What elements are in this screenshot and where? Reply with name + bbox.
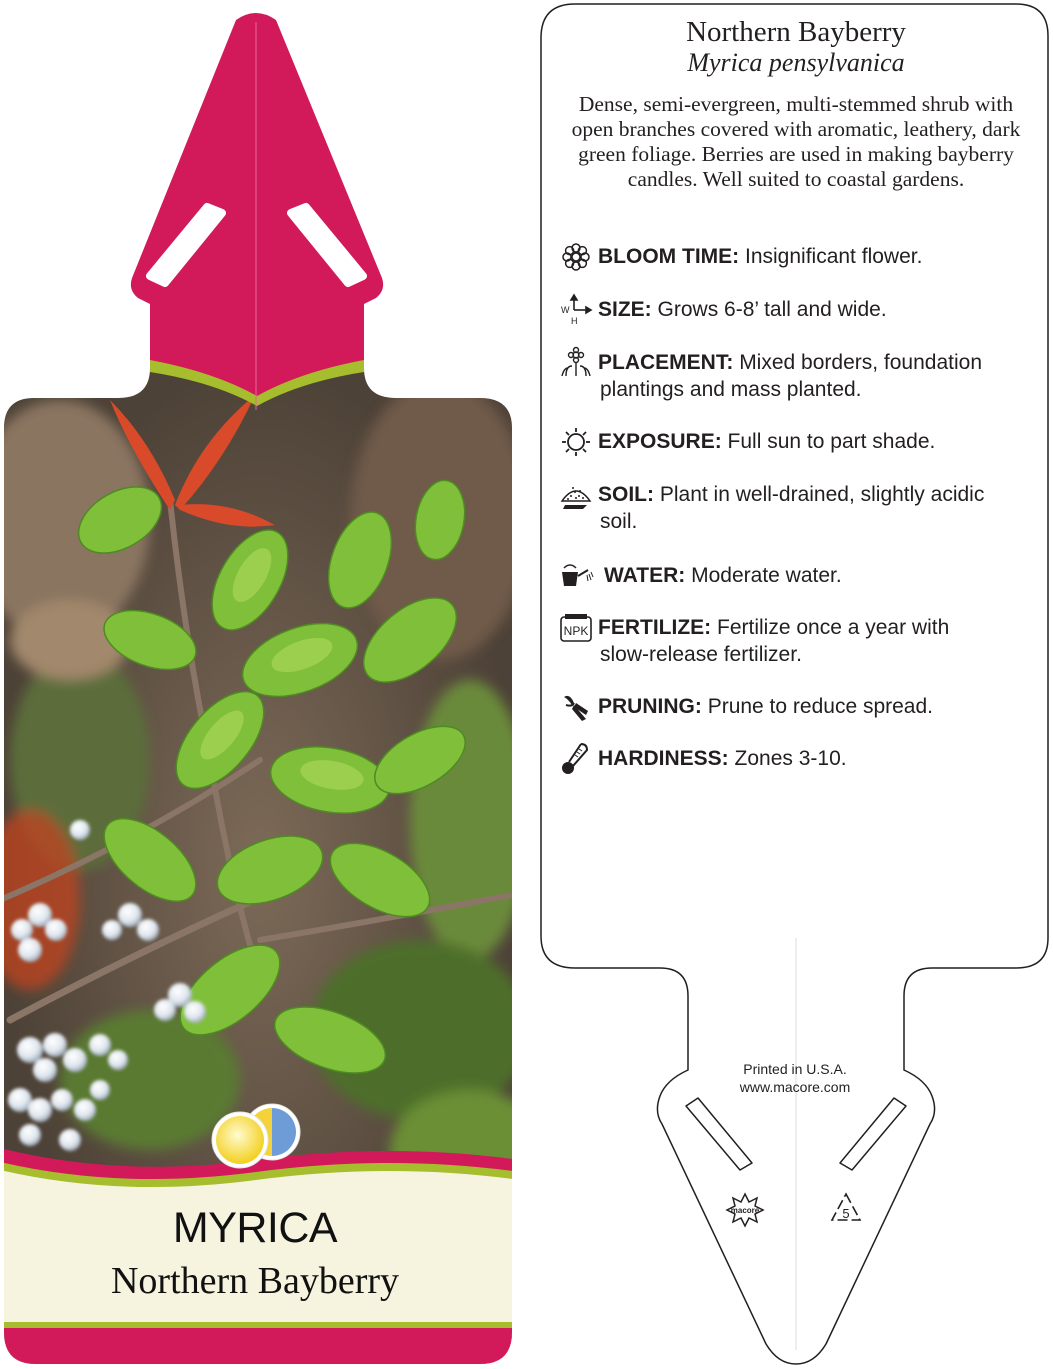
pruners-icon	[558, 689, 594, 725]
care-label: PLACEMENT:	[598, 351, 734, 374]
care-label: FERTILIZE:	[598, 616, 712, 639]
thermometer-icon	[558, 741, 594, 777]
care-soil	[558, 481, 1038, 535]
care-value-cont: soil.	[600, 510, 638, 533]
watering-can-icon	[558, 558, 594, 594]
care-pruning	[558, 693, 1038, 725]
care-label: PRUNING:	[598, 695, 702, 718]
care-water	[558, 562, 1038, 594]
care-value: Insignificant flower.	[745, 245, 923, 268]
soil-icon	[558, 477, 594, 513]
size-h-label: H	[571, 316, 578, 326]
front-genus: MYRICA	[172, 1204, 338, 1252]
care-size	[558, 296, 1038, 328]
placement-icon	[558, 345, 594, 381]
back-common-name: Northern Bayberry	[686, 16, 906, 48]
macore-logo-text: macore	[730, 1206, 760, 1215]
back-header	[548, 16, 1044, 77]
care-value: Mixed borders, foundation	[739, 351, 982, 374]
care-value: Plant in well-drained, slightly acidic	[659, 483, 985, 506]
care-label: BLOOM TIME:	[598, 245, 740, 268]
care-exposure	[558, 428, 1038, 460]
size-w-label: W	[561, 305, 570, 315]
flower-icon	[558, 239, 594, 275]
sun-icon	[558, 424, 594, 460]
npk-icon	[558, 610, 594, 646]
care-label: HARDINESS:	[598, 747, 729, 770]
care-label: SOIL:	[598, 483, 654, 506]
care-label: SIZE:	[598, 298, 652, 321]
care-hardiness	[558, 745, 1038, 777]
care-value: Full sun to part shade.	[727, 430, 936, 453]
care-placement	[558, 349, 1038, 403]
printed-in: Printed in U.S.A.	[743, 1061, 847, 1077]
plant-description: Dense, semi-evergreen, multi-stemmed shrub with open branches covered with aromatic, leathery, dark green foliage. Berries are used in making bayberry candles. Well suited to coastal gardens.	[571, 92, 1021, 191]
care-label: EXPOSURE:	[598, 430, 722, 453]
care-value: Moderate water.	[691, 564, 842, 587]
care-bloom-time	[558, 243, 1038, 275]
care-value: Fertilize once a year with	[717, 616, 950, 639]
care-value: Prune to reduce spread.	[707, 695, 933, 718]
back-tag-outline	[541, 4, 1048, 1364]
botanical-name: Myrica pensylvanica	[687, 48, 905, 77]
care-fertilize	[558, 614, 1038, 668]
printer-website[interactable]: www.macore.com	[739, 1079, 851, 1095]
care-value: Zones 3-10.	[734, 747, 847, 770]
printer-info	[690, 1060, 900, 1096]
front-common-name: Northern Bayberry	[110, 1260, 400, 1302]
care-value: Grows 6-8’ tall and wide.	[657, 298, 887, 321]
care-label: WATER:	[604, 564, 686, 587]
size-arrows-icon	[558, 292, 594, 328]
recycle-number: 5	[842, 1206, 850, 1221]
care-value-cont: plantings and mass planted.	[600, 378, 862, 401]
care-value-cont: slow-release fertilizer.	[600, 643, 802, 666]
npk-text: NPK	[563, 624, 589, 638]
